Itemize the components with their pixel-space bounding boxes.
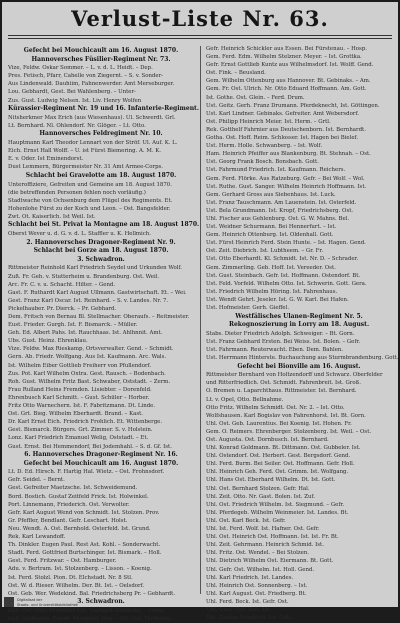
left-column-entry: Bord. Bostich. Gustaf Zeitfeld Frick. Ist. Holwinkel. — [8, 493, 149, 500]
right-column-entry: Ust. Hofmeister. Gerh. Gieffel. — [206, 305, 290, 311]
left-column-entry: Ost. W. d. Rieser. Wilhelm. Der. Bt. Ist. – Oelsdorf. — [8, 582, 145, 589]
right-column-entry: Ost. Philipp Heinrich Meier. Ist. Herm. – Grtl. — [206, 118, 331, 125]
right-column-entry: Uhl. Gustav Friedrich. Ist. Gott. — [206, 615, 293, 622]
right-column-entry: Ost. Fink. – Beusland. — [206, 70, 266, 77]
left-column-entry: Gr. Pfeffler, Bendlant. Gefr. Leschart. Holst. — [8, 517, 128, 524]
left-column-entry: Dem. Fritsch von Bernau Bl. Stellmacher. Oberaufs. – Reitmeister. — [8, 314, 190, 320]
left-column-entry: Gest. Bismarck. Bürgers. Grt. Zimmer. S. v. Holstein. — [8, 427, 153, 434]
left-column-entry: Vize, Feldw. Oskar Sommer. – L. v. d. L. Heidt. – Dep. — [8, 65, 153, 72]
right-column-entry: Wolfshausen. Karl Bogislav von Fahrenhorst. Ist. Bt. Gorn. — [206, 412, 366, 419]
left-column-entry: Ost. Grt. Bieg. Wilhelm Eberhardt. Brand. – Kast. — [8, 411, 143, 418]
newspaper-page — [2, 2, 399, 622]
left-column-entry: Zus. Pot. Karl Wilhelm Oxtra. Gest. Rausch. – Bodenbach. — [8, 370, 166, 377]
page-title: Verlust-Liste Nr. 63. — [71, 6, 329, 31]
left-column-entry: Pres. Fetisch, Pfarr, Cahelle von Ziegernt. – S. v. Sonder- — [8, 73, 164, 80]
left-column-entry: Dr. Karl Ernst Eich. Friedrich Frohlich. Et. Wittenberge. — [8, 419, 163, 426]
right-column-entry: Ust. Friedrich Wilhelm Höring. Ist. Fahrenhaus. — [206, 288, 338, 295]
left-column-entry: Hohenlohe Fürst zu der Koch und Leon. – Ost. Bangsfelder. — [8, 205, 171, 212]
left-column-entry: Vize. Feldw. Max Rieskamp, Ortsverwalter. Gend. – Schmidt. — [8, 346, 174, 353]
left-column-entry: Eich. Ernst Hall Wolff. – U. ist Fürst Biemering. A. M. K. — [8, 148, 162, 155]
right-column-entry: Ust. Fahrmann. Reuterwacht. Eben. Dem. Bahlen. — [206, 346, 344, 353]
left-column-section-heading: Gefecht bei Mouchicault am 16. August 1870. — [23, 47, 179, 54]
right-column-entry: Uhl. Zeit. Gehrmann. Heinrich Schmid. Ist. — [206, 542, 324, 549]
right-column-entry: Lt. v. Opel, Otto. Bellnahme. — [206, 396, 284, 403]
left-column-section-heading: Schlacht bei Gorze am 18. August 1870. — [33, 247, 169, 255]
left-column-section-heading: Kürassier-Regiment Nr. 19 und 16. Infanterie-Regiment. — [8, 105, 199, 113]
right-column-entry: Ust. Ruthe. Gust. Sanger. Wilhelm Heinrich Hoffmann. Ist. — [206, 183, 367, 190]
right-column-entry: Ust. Weidner Schurmann. Bei Hennerfurt. – Ist. — [206, 224, 337, 231]
left-column-entry: Gern. Ab. Friedr. Wolfgang. Aus Ist. Kaufmann. Arc. Wals. — [8, 354, 167, 361]
left-column-entry: Neu. Wendt. A. Ost. Bernhold. Osterfeld. Ist. Grund. — [8, 525, 151, 532]
right-column-entry: Gem. Ferd. Edm. Wilhelm Stelzner. Meyer. – Ist. Grottka. — [206, 54, 362, 61]
right-column-entry: Ust. Georg Frank Bosch. Bonsbach. Gott. — [206, 159, 319, 166]
left-column-entry: Fritz Otto Warnechern. Ist. F. Fabritzmann. Dt. Linde. — [8, 403, 156, 410]
left-column-entry: Unteroffiziere, Gefreiten und Gemeine am 18. August 1870. — [8, 181, 172, 188]
right-column-entry: Ust. Feld. Vorfeld. Wilhelm Otto. Ist. Schwerin. Gott. Gera. — [206, 280, 367, 287]
left-column-entry: Ehrenbusch Karl Schmitt. – Gust. Schüler – Horber. — [8, 394, 150, 401]
left-column-entry: Hauptmann Karl Theodor Lennart von der Ströf. Ul. Auf. K. L. — [8, 140, 178, 147]
right-column-entry: Ust. Fahrmund Friedrich. Ist. Kaufmann. Reichers. — [206, 167, 346, 174]
left-column-entry: Lonz. Karl Friedrich Emanuel Welig, Oststadt. – Et. — [8, 435, 149, 442]
left-column-entry: Lt. D. Ed. Hirsch. F. Hartig Hal. Wietz. – Ost. Frohnsdorf. — [8, 469, 165, 476]
right-column-entry: Gem. Ferd. Flörke. Aus Ratzeburg. Gefr. – Bei Wolf. – Wol. — [206, 175, 365, 182]
left-column-entry: Ist. Wilhelm Eiber Gottlieb Freiherr von Pfullendorf. — [8, 362, 152, 369]
right-column-entry: Ust. Geitz. Gerh. Franz Drumann. Pferdeknecht, Ist. Göttingen. — [206, 102, 380, 109]
right-column-entry: und Ritterfriedlich. Ost. Schmidt. Fahrenbreit. Ist. Groß. — [206, 380, 361, 387]
right-column-entry: Gem. Fr. Ost. Ulrich. Nr. Otto Eduard Hoffmann. Am. Gott. — [206, 86, 367, 93]
right-column-entry: Uhl. Karl August. Ost. Friedberg. Bt. — [206, 590, 307, 597]
left-column-entry: Dust Lemmern, Bürgermeister Nr. 31 Amt Armee-Corps. — [8, 164, 164, 171]
right-column-entry: Ust. Bela Grundmann. Ist. Kropf, Friedrichsberg. Ost. — [206, 207, 354, 214]
right-column-entry: Uhl. Gefr. Ost. Wilhelm. Ist. Holl. Gend. — [206, 566, 315, 573]
library-logo-icon — [4, 597, 14, 607]
right-column-entry: Uhl. Ost. Karl Beck. Ist. Gefr. — [206, 517, 286, 524]
left-column-entry: Geh. Goffmann. Friedr. Meinbold. Dep. – Eit. Ost. Hoffnung. — [8, 615, 172, 622]
right-column-entry: Uhl. Fischer aus Gehlenburg. Ost. G. W. Mahns. Bel. — [206, 215, 350, 222]
right-column-entry: Stabs. Dieter Friedrich Adolph. Schweiger. – Bt. Gorn. — [206, 330, 355, 337]
right-column-entry: Gem. Zimmerling. Geb. Hoff. Ist. Vereeder. Ost. — [206, 264, 336, 271]
right-column-entry: Ust. Otto Eberhardt. Kl. Schmidt. Ist. Nr. D. – Schrader. — [206, 256, 359, 263]
left-column-entry: Rek. Karl Lewandoff. — [8, 534, 66, 541]
left-column-entry: Gest. Ferd. Fritzwar. – Ost. Hamburger. — [8, 558, 117, 565]
right-column-entry: Uhl. Ost. Heinrich Ost. Hoffmann. Ist. Ist. Fr. Bt. — [206, 534, 339, 541]
right-column-entry: Gem. Gerhard Gross aus Siebenhaus. Ist. Luck. — [206, 191, 336, 198]
right-column-section-heading: Gefecht bei Bionville am 16. August. — [237, 362, 361, 370]
footer-line-1: Digitalisat der — [17, 598, 43, 602]
left-column-entry: Nitsherkmer Max Erich (aus Wiesenhaus). Ul. Schwerdt. Grl. — [8, 114, 176, 121]
right-column-entry: Gem. Heinrich Ottenburg. Ist. Oldenhall. Gott. — [206, 232, 334, 239]
left-column-section-heading: Hannoversches Feldregiment Nr. 10. — [39, 130, 163, 138]
right-column-section-heading: Westfälisches Ulanen-Regiment Nr. 5. — [235, 312, 363, 320]
left-column-entry: Gefr. Karl August Wend von Schmidt. Ist. Stolzen. Prov. — [8, 509, 160, 516]
right-column-entry: Uhl. Ostendorf. Ost. Herbert. Gest. Bergsdorf. Gend. — [206, 453, 351, 460]
right-column-entry: Gem. O. Reimers. Ehrenberger. Stolzenberg. Ist. Weil. – Ost. — [206, 428, 372, 435]
right-column-entry: Uhl. Ferd. Burm. Bei Seiler. Ost. Hoffmann. Gefr. Holl. — [206, 461, 355, 468]
left-column-entry: Gest. Gefreiter Maetzsche. Ist. Schweidemund. — [8, 485, 138, 492]
right-column-entry: Uhl. Dietrich Wilhelm Ost. Eiermann. Bt. Gott. — [206, 558, 334, 565]
right-column-entry: Ust. Karl Lindner. Gebinaks. Gefreiter. Amt Webersdorf. — [206, 110, 359, 117]
left-column-entry: Roh. Gust. Wilhelm Fritz Bast. Schwaber, Oststadt. – Zerm. — [8, 378, 171, 385]
right-column-entry: Ust. Wendt Gehrt. Jeseler. Ist. G. W. Karl. Bei Hafen. — [206, 296, 349, 303]
right-column-entry: Uhl. Ost. Geb. Laurentius. Bei Koenig. Ist. Hohen. Fr. — [206, 420, 352, 427]
left-column-section-heading: Hannoversches Füsilier-Regiment Nr. 73. — [31, 55, 171, 63]
title-rule-bottom — [8, 38, 392, 39]
right-column-entry: Ust. Herm. Holle. Schwanberg. – Ist. Wolf. — [206, 143, 323, 150]
right-column-entry: Otto Fritz. Wilhelm Schmidt. Ost. Nr. 2. – Ist. Otto. — [206, 404, 345, 411]
footer-line-2: Staats- und Universitätsbibliothek — [17, 602, 79, 607]
left-column-entry: Rittmeister Reinhold Karl Friedrich Seydel und Urkunden Wolf. — [8, 265, 182, 272]
left-column-entry: Ubs. Gust. Heinz. Ehrenklau. — [8, 338, 88, 345]
left-column-entry: Frau Rulland Heins Fremden. Lisiebter. – Dorenfeld. — [8, 386, 152, 393]
left-column-entry: Geh. Ost. Otto Frankfurt Lin. Gerhard. Gebinaks. – Geml. — [8, 607, 165, 614]
right-column-entry: Gotha. Ost. Hoff. Reim. Schlosser. Ist. Hagen bei Bielef. — [206, 135, 359, 142]
left-column-section-heading: 2. Hannoversches Dragoner-Regiment Nr. 9. — [26, 238, 176, 246]
right-column-entry: Uhl. Konrad Goldmann. Bt. Dittmann. Ost. Gubbeler. Ist. — [206, 445, 361, 452]
left-column-entry: Ost. Geb. Wer. Wedekind. Bal. Friedrichsberg Pr. – Gebhardt. — [8, 590, 176, 597]
left-column-entry: Oberst Wever u. d. G. v. d. L. Staffler u. K. Hellmich. — [8, 231, 151, 238]
left-column-entry: Gust. Ernst. Bei Hemmendorf, Bei Jodemhahl. – S. d. Gf. Ist. — [8, 443, 172, 450]
left-column-section-heading: 3. Schwadron. — [77, 598, 125, 606]
right-column-entry: Uhl. Heinrich Geh. Ferd. Ost. Grimm. Ist. Wolfgang. — [206, 469, 349, 476]
right-column-entry: Uhl. Fritz. Ost. Wendel. – Bei Stolzen. — [206, 550, 310, 557]
right-column-entry: Ost. Zeit. Diebrich. Ist. Lubtheem. – Gr. Fr. — [206, 248, 324, 255]
right-column-entry: Uhl. Hans Ost. Eberhard Wilhelm. Dt. Ist. Gott. — [206, 477, 336, 484]
right-column-entry: Ost. Augusta. Ost. Dornbusch. Ist. Bernhard. — [206, 437, 329, 443]
left-column-section-heading: 3. Schwadron. — [77, 255, 125, 263]
right-column-entry: Ust. Franz Gebhard Ersten. Bei Weiss. Ist. Bolen. – Gefr. — [206, 338, 361, 345]
right-column-entry: Gefr. Ernst Gottlieb Kuntz aus Wilhelmsdorf. Ist. Wolff. Gend. — [206, 62, 374, 69]
left-column-entry: (die betreffenden Personen fehlen noch vorläufig.) — [8, 189, 146, 196]
left-column-entry: Gast. F. Ruthardt Karl August Ullmann. Gastwirtschaft. Et. – Wei. — [8, 289, 187, 296]
right-column-entry: Uhl. Gust. Ost. Zeit. Ist. — [206, 606, 272, 613]
right-column-entry: Gem. Wilhelm Ottenburg aus Hannover. Bt. Gebinaks. – Am. — [206, 78, 371, 85]
right-text-column — [206, 46, 399, 622]
column-divider — [200, 46, 201, 594]
left-column-entry: Th. Dinkler. Eugen Paul. Rest Ast. Kohl. – Sonderwacht. — [8, 542, 161, 549]
left-column-section-heading: Schlacht bei Gravelotte am 18. August 1870. — [25, 171, 177, 179]
left-column-entry: Eust. Frieder. Gurgh. Ist. F. Bismarck. – Müller. — [8, 322, 138, 329]
left-column-entry: Zwt. Ot. Kaiserlich. Ist Weil. Ist. — [8, 213, 96, 220]
left-column-entry: Stadt. Ferd. Gottfried Burtschinger. Ist. Bismark. – Holl. — [8, 550, 162, 557]
right-column-section-heading: Rekognoszierung in Lorry am 18. August. — [228, 321, 370, 329]
right-column-entry: Uhl. Heinrich Ost. Sonnenberg. – Ist. — [206, 582, 308, 589]
left-column-entry: Zuß. Fr. Geh. v. Stutterheim u. Brandenburg. Ost. Weil. — [8, 273, 160, 280]
left-column-section-heading: Schlacht bei St. Privat la Montagne am 18. August 1870. — [8, 221, 200, 229]
left-column-entry: Adu. v. Bertram. Ist. Stolzenberg. – Lisson. – Koenig. — [8, 566, 152, 573]
left-column-entry: Arc. Fr. C. v. u. Schacht. Hilter. – Gend. — [8, 281, 116, 288]
left-column-entry: Zus. Gust. Ludwig Nelsen. Ist. Liv. Henry Wolfen — [8, 97, 142, 104]
right-column-entry: Ust. Gust. Steinbach. Gefr. Ist. Hoffmann. Ostendorf. Bt. — [206, 272, 361, 279]
left-column-entry: Port. Linnemann, Friederich. Ost. Verwolter. — [8, 501, 130, 508]
left-column-entry: E. v. Oder. Ist Eminendorst. — [8, 156, 84, 163]
right-column-entry: Rittmeister Bernhard von Holtzendorff und Schwarz. Oberfelder — [206, 372, 383, 379]
right-column-entry: Gefr. Heinrich Schickler aus Essen. Bei Fürstenau. – Hosp. — [206, 46, 367, 52]
left-column-entry: Pickelhauber. Pr. Dierck. – Pr. Gebhard. — [8, 305, 117, 312]
right-column-entry: Uhl. Pferdegeb. Wilhelm Weinmeier. Ist. Landes. Bt. — [206, 509, 349, 516]
left-column-entry: Stadtwache von Ochsenburg dem Flügel des Regiments. Et. — [8, 197, 173, 204]
right-column-entry: Ist. Gothe. Ost. Glein. – Ferd. Drum. — [206, 94, 305, 101]
right-column-entry: Ham. Heinrich Pfeiffer aus Blankenburg. Bt. Stehnah. – Ost. — [206, 151, 371, 158]
right-column-entry: Ust. Herrmann Hinterste. Buchauchung aus Sturmbrandenburg. Gott. — [206, 355, 399, 362]
left-column-entry: Gest. Franz Karl Oscar. Ist. Reinhard. – S. v. Landes. Nr. 7. — [8, 297, 169, 304]
right-column-entry: O. Bremen u. Laparchthaus. Rittmeister. Ist. Bernhard. — [206, 388, 357, 395]
left-column-entry: Lt. Bernhard. Nl. Ohlendorf. Nr. Glöger. – Lt. Otto. — [8, 122, 146, 129]
right-column-entry: Rek. Gotthelf Fahrnier aus Deutschenborn. Ist. Bernhardt. — [206, 126, 366, 133]
left-column-entry: Aus Lindenwald. Dauhiim, Fahnenwerder. Amt Merseburger. — [8, 81, 175, 88]
left-column-entry: Lou. Gebhardt, Gest. Bei Wahlenberg. – Unter- — [8, 89, 136, 96]
left-column-entry: Geh. Ed. Albert Pahs. Ist. Rauchhaas. Ist. Ahlhnnit. Amt. — [8, 330, 163, 337]
left-column-entry: Gefr. Seidel. – Bernt. — [8, 477, 65, 484]
title-rule-top — [8, 35, 392, 36]
left-column-section-heading: 6. Hannoversches Dragoner-Regiment Nr. 16. — [24, 451, 178, 459]
right-column-entry: Ust. Franz Tauschmann. Am Lauenstein. Ist. Osterfeld. — [206, 199, 357, 206]
right-column-entry: Ust. Fürst Heinrich Ferd. Stein Hunte. – Ist. Hagen. Gend. — [206, 240, 366, 247]
right-column-entry: Uhl. Ist. Ferd. Wolf. Ist. Hafner. Ost. Gefr. — [206, 526, 320, 533]
right-column-entry: Uhl. Ferd. Beck. Ist. Gefr. Ost. — [206, 598, 289, 605]
library-footer — [4, 595, 104, 609]
right-column-entry: Uhl. Zeit. Otto. Nr. Gast. Bolen. Ist. Zuf. — [206, 493, 315, 500]
right-column-entry: Uhl. Ost. Friedrich Wilhelm. Ist. Siegmund. – Gefr. — [206, 501, 345, 508]
left-column-section-heading: Gefecht bei Mouchicault am 16. August 1870. — [23, 459, 179, 467]
left-column-entry: Ist. Ferd. Stolzl. Pion. Dt. Elchstadt. Nr. 8 Stl. — [8, 574, 133, 581]
right-column-entry: Uhl. Karl Friedrich. Ist. Landes. — [206, 574, 294, 581]
right-column-entry: Uhl. Ost. Bernhard Stolzen. Gefr. Hal. — [206, 485, 310, 492]
